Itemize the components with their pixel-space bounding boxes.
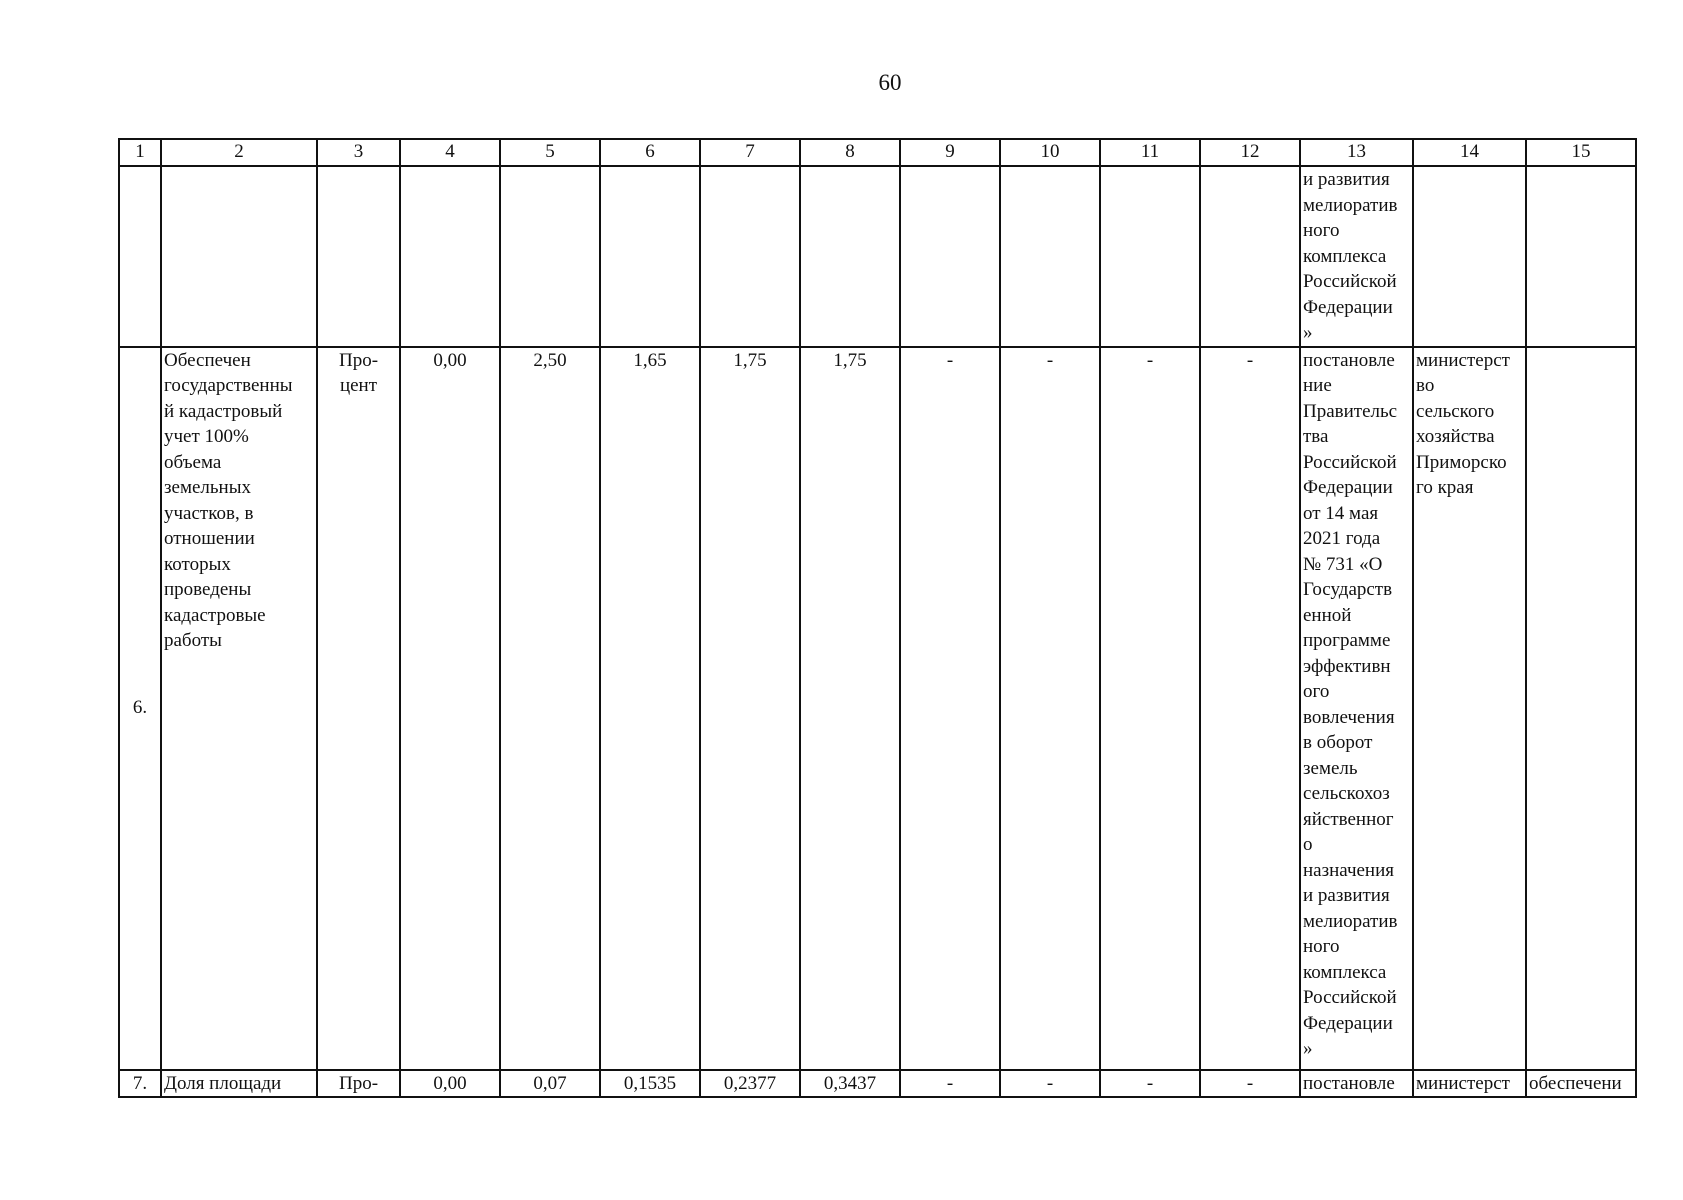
value-cell: 0,00 [400, 347, 500, 1070]
value-cell: 1,65 [600, 347, 700, 1070]
text-line: в оборот [1303, 732, 1373, 753]
text-line: комплекса [1303, 245, 1387, 267]
text-line: и развития [1303, 169, 1390, 190]
text-line: земельных [164, 477, 251, 498]
text-line: ного [1303, 220, 1340, 241]
text-line: комплекса [1303, 961, 1387, 983]
text-line: назначения [1303, 859, 1395, 881]
indicators-table [118, 138, 1637, 1098]
value-cell: - [1100, 347, 1200, 1070]
text-line: » [1303, 1038, 1313, 1059]
text-line: Обеспечен [164, 349, 251, 371]
page-number: 60 [878, 70, 902, 95]
value-cell: - [900, 1070, 1000, 1098]
text-line: ние [1303, 375, 1332, 396]
responsible-cell: министерст [1413, 1070, 1526, 1098]
cell-empty [1200, 166, 1300, 347]
text-line: постановле [1303, 349, 1395, 371]
text-line: Российской [1303, 987, 1397, 1008]
cell-empty [1526, 166, 1636, 347]
value-cell: 0,1535 [600, 1070, 700, 1098]
text-line: енной [1303, 604, 1352, 626]
table-row-continuation [119, 166, 1636, 347]
text-line: от 14 мая [1303, 502, 1379, 524]
text-line: Государств [1303, 579, 1393, 600]
text-line: сельского [1416, 400, 1495, 422]
value-cell: 0,3437 [800, 1070, 900, 1098]
text-line: программе [1303, 630, 1391, 651]
value-cell: 1,75 [700, 347, 800, 1070]
value-cell: 0,07 [500, 1070, 600, 1098]
text-line: мелиоратив [1303, 194, 1398, 216]
column-header: 3 [317, 139, 400, 166]
text-line: отношении [164, 528, 255, 549]
column-header: 8 [800, 139, 900, 166]
unit-cell [317, 347, 400, 1070]
text-line: проведены [164, 579, 252, 600]
table-row-7 [119, 1070, 1636, 1098]
responsible-cell [1413, 347, 1526, 1070]
text-line: хозяйства [1416, 426, 1495, 447]
cell-empty [600, 166, 700, 347]
cell-empty [900, 166, 1000, 347]
row-number: 7. [119, 1070, 161, 1098]
text-line: эффективн [1303, 655, 1391, 677]
text-line: 2021 года [1303, 528, 1381, 549]
text-line: вовлечения [1303, 706, 1395, 728]
text-line: министерст [1416, 349, 1510, 371]
column-header: 2 [161, 139, 317, 166]
text-line: тва [1303, 426, 1329, 447]
legal-basis-cell [1300, 166, 1413, 347]
table-row-6 [119, 347, 1636, 1070]
column-header: 15 [1526, 139, 1636, 166]
value-cell: - [1200, 1070, 1300, 1098]
cell-empty [1100, 166, 1200, 347]
text-line: во [1416, 375, 1435, 396]
text-line: Федерации [1303, 1012, 1393, 1034]
header-row [119, 139, 1636, 166]
text-line: й кадастровый [164, 400, 283, 422]
column-header: 12 [1200, 139, 1300, 166]
text-line: ого [1303, 681, 1330, 702]
cell-empty [317, 166, 400, 347]
cell-empty [700, 166, 800, 347]
column-header: 4 [400, 139, 500, 166]
text-line: цент [339, 375, 378, 396]
note-cell: обеспечени [1526, 1070, 1636, 1098]
text-line: мелиоратив [1303, 910, 1398, 932]
indicator-name-cell: Доля площади [161, 1070, 317, 1098]
value-cell: - [1000, 1070, 1100, 1098]
text-line: государственны [164, 375, 293, 396]
cell-empty [119, 166, 161, 347]
text-line: Приморско [1416, 451, 1507, 473]
text-line: и развития [1303, 885, 1390, 906]
value-cell: - [1000, 347, 1100, 1070]
column-header: 7 [700, 139, 800, 166]
text-line: Правительс [1303, 400, 1398, 422]
indicator-name-cell [161, 347, 317, 1070]
cell-empty [400, 166, 500, 347]
text-line: учет 100% [164, 426, 249, 447]
text-line: ного [1303, 936, 1340, 957]
text-line: № 731 «О [1303, 553, 1383, 575]
cell-empty [161, 166, 317, 347]
text-line: Федерации [1303, 296, 1393, 318]
cell-empty [1000, 166, 1100, 347]
column-header: 10 [1000, 139, 1100, 166]
text-line: Российской [1303, 271, 1397, 292]
value-cell: - [900, 347, 1000, 1070]
text-line: Российской [1303, 451, 1397, 473]
legal-basis-cell: постановле [1300, 1070, 1413, 1098]
value-cell: - [1200, 347, 1300, 1070]
text-line: го края [1416, 477, 1474, 498]
column-header: 11 [1100, 139, 1200, 166]
text-line: которых [164, 553, 231, 575]
text-line: Федерации [1303, 477, 1393, 498]
column-header: 5 [500, 139, 600, 166]
text-line: земель [1303, 757, 1358, 779]
column-header: 9 [900, 139, 1000, 166]
column-header: 1 [119, 139, 161, 166]
row-number: 6. [119, 347, 161, 1070]
text-line: объема [164, 451, 222, 473]
unit-cell: Про- [317, 1070, 400, 1098]
text-line: кадастровые [164, 604, 266, 626]
text-line: Про- [338, 349, 379, 371]
column-header: 13 [1300, 139, 1413, 166]
text-line: о [1303, 834, 1313, 855]
text-line: работы [164, 630, 222, 651]
value-cell: 0,2377 [700, 1070, 800, 1098]
text-line: » [1303, 322, 1313, 343]
cell-empty [500, 166, 600, 347]
text-line: участков, в [164, 502, 254, 524]
text-line: сельскохоз [1303, 783, 1390, 804]
column-header: 6 [600, 139, 700, 166]
value-cell: 2,50 [500, 347, 600, 1070]
cell-empty [1526, 347, 1636, 1070]
text-line: яйственног [1303, 808, 1394, 830]
legal-basis-cell [1300, 347, 1413, 1070]
value-cell: - [1100, 1070, 1200, 1098]
value-cell: 1,75 [800, 347, 900, 1070]
column-header: 14 [1413, 139, 1526, 166]
value-cell: 0,00 [400, 1070, 500, 1098]
cell-empty [800, 166, 900, 347]
cell-empty [1413, 166, 1526, 347]
